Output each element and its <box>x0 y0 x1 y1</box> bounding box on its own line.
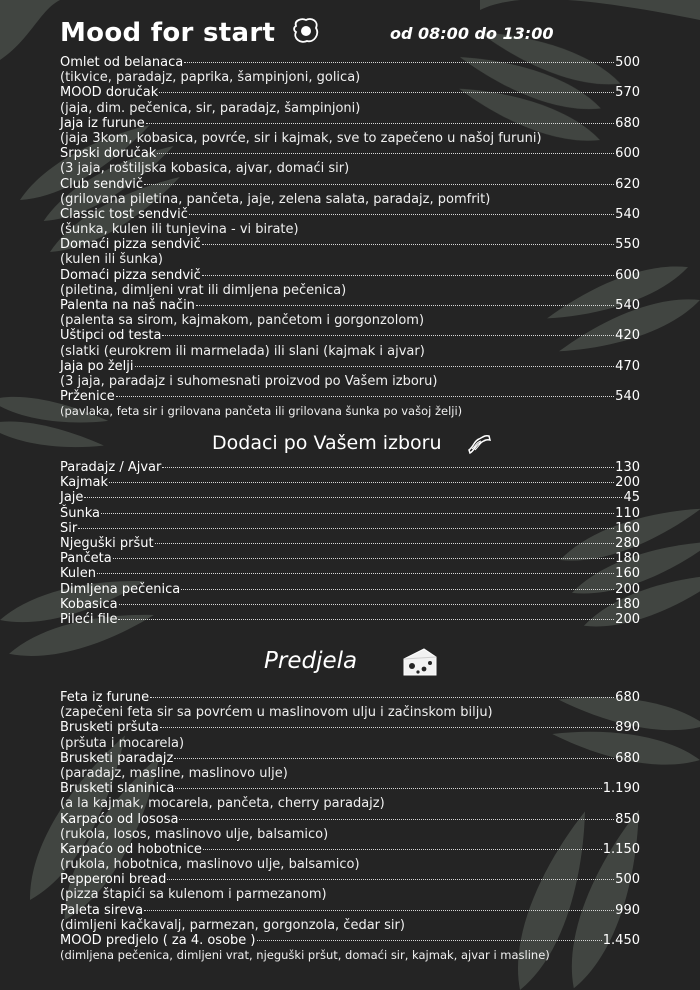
dot-leader <box>181 588 614 590</box>
item-name: Classic tost sendvič <box>60 206 188 222</box>
page-title: Mood for start <box>60 18 276 48</box>
menu-item <box>60 551 640 566</box>
menu-item <box>60 490 640 505</box>
menu-item <box>60 812 640 827</box>
menu-item <box>60 521 640 536</box>
menu-item <box>60 460 640 475</box>
dot-leader <box>146 122 614 124</box>
item-description: (pršuta i mocarela) <box>60 735 185 751</box>
menu-item <box>60 903 640 918</box>
item-price: 680 <box>615 690 640 705</box>
item-name: Domaći pizza sendvič <box>60 267 201 283</box>
item-name: Prženice <box>60 389 115 405</box>
item-description: (palenta sa sirom, kajmakom, pančetom i gorgonzolom) <box>60 313 425 329</box>
menu-item <box>60 872 640 887</box>
item-name: Sir <box>60 520 78 536</box>
dot-leader <box>257 939 602 941</box>
menu-item <box>60 146 640 161</box>
item-name: MOOD doručak <box>60 85 159 101</box>
dot-leader <box>202 274 614 276</box>
dot-leader <box>97 572 614 574</box>
item-name: Karpaćo od lososa <box>60 811 179 827</box>
menu-item <box>60 85 640 100</box>
item-name: Uštipci od testa <box>60 328 162 344</box>
item-price: 680 <box>615 115 640 131</box>
item-price: 160 <box>615 520 640 536</box>
dot-leader <box>78 527 614 529</box>
item-name: Srpski doručak <box>60 146 157 162</box>
menu-item <box>60 781 640 796</box>
start-items-list <box>60 55 640 420</box>
item-price: 990 <box>615 902 640 918</box>
item-price: 470 <box>615 358 640 374</box>
item-price: 540 <box>615 389 640 405</box>
item-price: 45 <box>623 490 640 506</box>
menu-item <box>60 177 640 192</box>
item-price: 540 <box>615 298 640 313</box>
item-price: 110 <box>615 505 640 521</box>
dot-leader <box>157 152 614 154</box>
item-name: Njeguški pršut <box>60 535 154 551</box>
item-name: Paleta sireva <box>60 902 144 918</box>
menu-item <box>60 720 640 735</box>
item-price: 680 <box>615 750 640 766</box>
item-name: Jaja po želji <box>60 358 134 374</box>
item-name: Šunka <box>60 505 100 521</box>
dot-leader <box>184 61 614 63</box>
cheese-icon <box>402 645 438 679</box>
dot-leader <box>167 878 614 880</box>
dot-leader <box>175 787 601 789</box>
item-description: (slatki (eurokrem ili marmelada) ili slani (kajmak i ajvar) <box>60 343 425 359</box>
item-price: 280 <box>615 535 640 551</box>
item-description: (3 jaja, roštiljska kobasica, ajvar, domaći sir) <box>60 161 350 177</box>
item-description: (šunka, kulen ili tunjevina - vi birate) <box>60 222 299 238</box>
item-description: (zapečeni feta sir sa povrćem u maslinovom ulju i začinskom bilju) <box>60 705 493 721</box>
item-price: 160 <box>615 566 640 582</box>
opening-hours: od 08:00 do 13:00 <box>390 24 554 43</box>
item-description: (kulen ili šunka) <box>60 252 163 268</box>
item-description: (jaja 3kom, kobasica, povrće, sir i kajmak, sve to zapečeno u našoj furuni) <box>60 130 542 146</box>
item-price: 620 <box>615 176 640 192</box>
dot-leader <box>119 603 615 605</box>
menu-item <box>60 475 640 490</box>
item-name: Pančeta <box>60 551 112 567</box>
item-price: 600 <box>615 267 640 283</box>
menu-item <box>60 268 640 283</box>
item-name: Pepperoni bread <box>60 872 167 888</box>
item-price: 500 <box>615 55 640 70</box>
dot-leader <box>150 696 614 698</box>
fried-egg-icon <box>292 17 320 45</box>
item-price: 420 <box>615 328 640 344</box>
dot-leader <box>174 757 614 759</box>
dot-leader <box>109 481 614 483</box>
item-description: (dimljena pečenica, dimljeni vrat, njeguški pršut, domaći sir, kajmak, ajvar i masline) <box>60 948 550 963</box>
item-name: Jaja iz furune <box>60 115 145 131</box>
item-description: (grilovana piletina, pančeta, jaje, zelena salata, paradajz, pomfrit) <box>60 191 491 207</box>
item-name: Paradajz / Ajvar <box>60 460 162 475</box>
dot-leader <box>113 557 615 559</box>
item-name: Brusketi pršuta <box>60 720 159 736</box>
dot-leader <box>118 618 614 620</box>
dot-leader <box>189 213 614 215</box>
item-description: (3 jaja, paradajz i suhomesnati proizvod po Vašem izboru) <box>60 373 438 389</box>
item-price: 130 <box>615 460 640 475</box>
item-price: 1.150 <box>602 841 640 857</box>
menu-item <box>60 506 640 521</box>
dot-leader <box>135 365 615 367</box>
item-price: 570 <box>615 85 640 101</box>
item-price: 500 <box>615 872 640 888</box>
dot-leader <box>144 909 614 911</box>
menu-item <box>60 612 640 627</box>
item-name: Kobasica <box>60 596 118 612</box>
item-name: Kajmak <box>60 475 109 491</box>
item-description: (tikvice, paradajz, paprika, šampinjoni, golica) <box>60 70 361 86</box>
dot-leader <box>179 818 614 820</box>
item-price: 890 <box>615 720 640 736</box>
item-name: Brusketi slaninica <box>60 781 175 797</box>
item-description: (paradajz, masline, maslinovo ulje) <box>60 765 288 781</box>
item-name: Brusketi paradajz <box>60 750 174 766</box>
title-row <box>60 18 660 54</box>
dot-leader <box>196 304 614 306</box>
menu-item <box>60 597 640 612</box>
item-price: 180 <box>615 596 640 612</box>
item-name: Omlet od belanaca <box>60 55 184 70</box>
dot-leader <box>162 334 614 336</box>
item-description: (a la kajmak, mocarela, pančeta, cherry paradajz) <box>60 796 385 812</box>
item-name: Jaje <box>60 490 84 506</box>
item-price: 850 <box>615 811 640 827</box>
item-description: (jaja, dim. pečenica, sir, paradajz, šampinjoni) <box>60 100 361 116</box>
dot-leader <box>155 542 615 544</box>
item-price: 200 <box>615 475 640 491</box>
predjela-list <box>60 690 640 963</box>
item-price: 200 <box>615 581 640 597</box>
menu-item <box>60 690 640 705</box>
item-price: 200 <box>615 611 640 627</box>
dot-leader <box>162 466 614 468</box>
item-price: 1.450 <box>602 933 640 948</box>
item-name: Dimljena pečenica <box>60 581 181 597</box>
item-description: (dimljeni kačkavalj, parmezan, gorgonzola, čedar sir) <box>60 917 405 933</box>
item-description: (rukola, hobotnica, maslinovo ulje, balsamico) <box>60 857 360 873</box>
dot-leader <box>84 496 622 498</box>
item-name: Kulen <box>60 566 96 582</box>
dot-leader <box>144 183 614 185</box>
item-price: 550 <box>615 237 640 253</box>
item-description: (pavlaka, feta sir i grilovana pančeta ili grilovana šunka po vašoj želji) <box>60 404 463 419</box>
item-name: Domaći pizza sendvič <box>60 237 201 253</box>
dot-leader <box>159 91 614 93</box>
item-price: 600 <box>615 146 640 162</box>
dot-leader <box>116 395 614 397</box>
item-price: 180 <box>615 551 640 567</box>
menu-item <box>60 566 640 581</box>
menu-item <box>60 751 640 766</box>
item-name: MOOD predjelo ( za 4. osobe ) <box>60 933 256 948</box>
menu-item <box>60 389 640 404</box>
menu-item <box>60 298 640 313</box>
menu-item <box>60 237 640 252</box>
item-name: Pileći file <box>60 611 118 627</box>
item-description: (piletina, dimljeni vrat ili dimljena pečenica) <box>60 282 347 298</box>
item-name: Feta iz furune <box>60 690 150 705</box>
item-price: 1.190 <box>602 781 640 797</box>
menu-item <box>60 55 640 70</box>
addons-list <box>60 460 640 627</box>
item-name: Palenta na naš način <box>60 298 195 313</box>
item-name: Club sendvič <box>60 176 144 192</box>
dot-leader <box>202 243 614 245</box>
dot-leader <box>101 512 614 514</box>
menu-item <box>60 842 640 857</box>
item-description: (pizza štapići sa kulenom i parmezanom) <box>60 887 327 903</box>
menu-item <box>60 536 640 551</box>
dot-leader <box>160 726 614 728</box>
menu-item <box>60 116 640 131</box>
menu-item <box>60 207 640 222</box>
addons-heading: Dodaci po Vašem izboru <box>212 432 442 454</box>
item-name: Karpaćo od hobotnice <box>60 841 202 857</box>
bacon-icon <box>466 433 492 455</box>
item-description: (rukola, losos, maslinovo ulje, balsamico) <box>60 826 329 842</box>
predjela-heading: Predjela <box>264 648 358 674</box>
dot-leader <box>203 848 602 850</box>
menu-item <box>60 933 640 948</box>
menu-item <box>60 582 640 597</box>
menu-item <box>60 328 640 343</box>
item-price: 540 <box>615 206 640 222</box>
menu-item <box>60 359 640 374</box>
